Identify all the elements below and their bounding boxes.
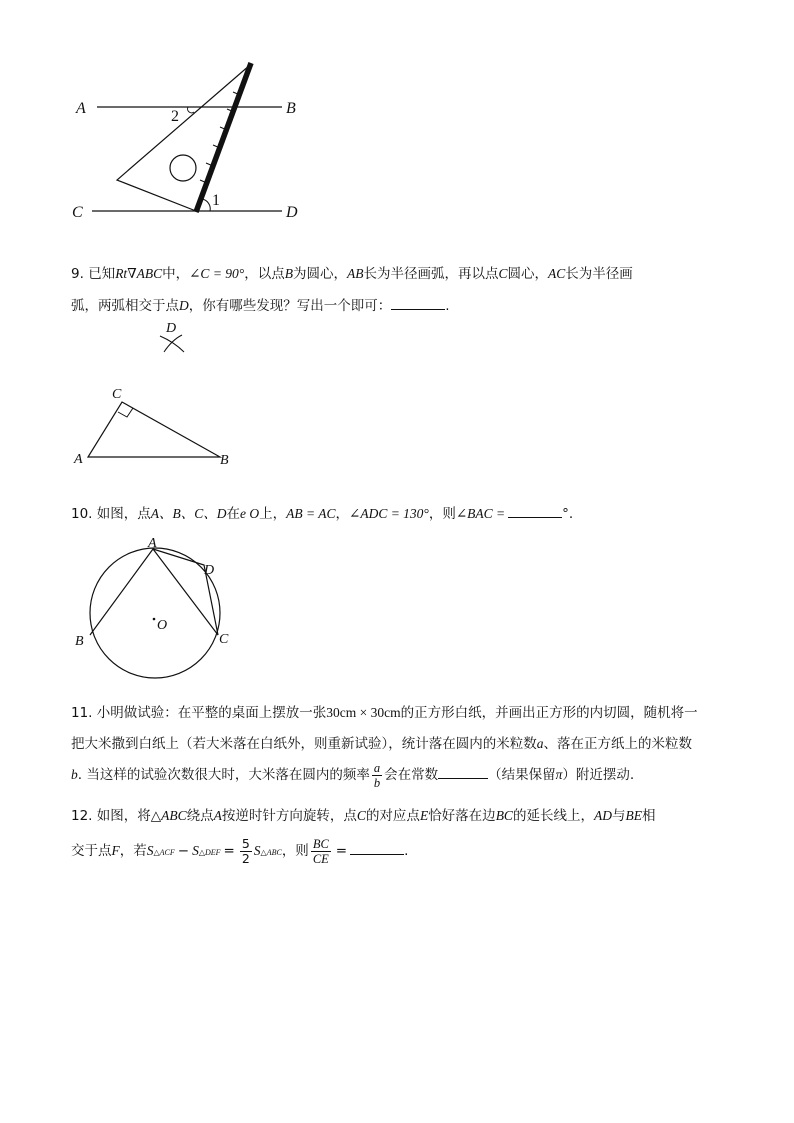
- text: 如图，将: [96, 808, 151, 824]
- text: 恰好落在边: [428, 808, 496, 824]
- text: 长为半径画: [565, 266, 633, 282]
- text: 、落在正方纸上的米粒数: [543, 736, 692, 752]
- math: Rt: [115, 266, 128, 281]
- math: BC: [495, 808, 513, 823]
- text: 绕点: [186, 808, 214, 824]
- angle-2-label: 2: [171, 108, 179, 125]
- subscript: △ACF: [153, 848, 175, 857]
- math: D: [179, 298, 189, 313]
- label-b: B: [220, 453, 229, 468]
- answer-blank[interactable]: [508, 503, 562, 518]
- math: A、B、C、D: [150, 506, 227, 521]
- text: ，若: [119, 843, 147, 859]
- math: △ABC: [150, 808, 187, 823]
- text: 上，: [259, 506, 287, 522]
- answer-blank[interactable]: [438, 764, 488, 779]
- center-point: [153, 618, 156, 621]
- question-11-line-1: [71, 702, 698, 724]
- operator: =: [223, 843, 235, 859]
- text: ，以点: [244, 266, 285, 282]
- triangle-ruler: [117, 65, 250, 211]
- text: ，你有哪些发现？写出一个即可：: [188, 298, 392, 314]
- math: AB: [346, 266, 364, 281]
- text: .: [445, 298, 450, 314]
- text: 与: [611, 808, 626, 824]
- text: .: [404, 843, 409, 859]
- arc-1: [160, 336, 184, 352]
- ruler-edge: [196, 63, 251, 212]
- fraction-bc-over-ce: [311, 837, 331, 866]
- text: ，: [335, 506, 350, 522]
- figure-right-triangle: [66, 318, 246, 470]
- chords: [90, 549, 218, 635]
- question-number: 9.: [71, 266, 84, 282]
- text: . 当这样的试验次数很大时，大米落在圆内的频率: [77, 767, 370, 783]
- numerator: a: [373, 760, 381, 775]
- numerator: 5: [241, 835, 250, 851]
- question-10: [71, 503, 573, 525]
- math: e O: [240, 506, 260, 521]
- math: S: [146, 843, 154, 858]
- question-11-line-3: [71, 760, 634, 790]
- figure-parallel-lines-ruler: [60, 55, 320, 230]
- math: C: [498, 266, 508, 281]
- math: B: [284, 266, 293, 281]
- math: π: [555, 767, 563, 782]
- label-b: B: [286, 100, 296, 117]
- ruler-hole: [170, 155, 196, 181]
- math: A: [213, 808, 222, 823]
- figure-circle-quadrilateral: [72, 535, 242, 685]
- label-d: D: [166, 321, 177, 336]
- angle-2-arc: [188, 107, 194, 113]
- question-11-line-2: [71, 733, 692, 755]
- text: 已知: [88, 266, 116, 282]
- text: 在: [226, 506, 241, 522]
- math: ∇ABC: [127, 266, 163, 281]
- label-a: A: [76, 100, 86, 117]
- text: 圆心，: [507, 266, 548, 282]
- label-d: D: [286, 204, 298, 221]
- math: ∠BAC =: [455, 506, 506, 521]
- text: 小明做试验：在平整的桌面上摆放一张: [96, 705, 327, 721]
- triangle-abc: [88, 402, 220, 457]
- text: 会在常数: [384, 767, 439, 783]
- label-b: B: [75, 634, 84, 649]
- question-9-line-2: [71, 295, 450, 317]
- math: ∠C = 90°: [189, 266, 245, 281]
- label-c: C: [112, 387, 122, 402]
- math: BE: [625, 808, 642, 823]
- math: S: [253, 843, 261, 858]
- text: ）附近摆动.: [562, 767, 635, 783]
- label-o: O: [157, 618, 168, 633]
- math: ∠ADC = 130°: [349, 506, 429, 521]
- text: 的延长线上，: [512, 808, 594, 824]
- label-a: A: [148, 536, 157, 551]
- fraction-a-over-b: [372, 761, 382, 790]
- text: 弧，两弧相交于点: [71, 298, 179, 314]
- answer-blank[interactable]: [350, 840, 404, 855]
- text: 为圆心，: [292, 266, 347, 282]
- text: 按逆时针方向旋转，点: [221, 808, 357, 824]
- text: 的正方形白纸，并画出正方形的内切圆，随机将一: [400, 705, 698, 721]
- circle-o: [90, 548, 220, 678]
- math: AD: [593, 808, 612, 823]
- label-c: C: [72, 204, 83, 221]
- question-12-line-1: [71, 805, 655, 827]
- text: 交于点: [71, 843, 112, 859]
- math: C: [356, 808, 366, 823]
- numerator: BC: [312, 836, 329, 851]
- right-angle-mark: [118, 408, 133, 417]
- text: 的对应点: [365, 808, 420, 824]
- text: 长为半径画弧，再以点: [363, 266, 499, 282]
- subscript: △DEF: [198, 848, 221, 857]
- label-c: C: [219, 632, 229, 647]
- math: 30cm × 30cm: [326, 705, 401, 720]
- math: a: [536, 736, 544, 751]
- label-d: D: [204, 563, 215, 578]
- denominator: CE: [312, 851, 329, 866]
- answer-blank[interactable]: [391, 295, 445, 310]
- text: ，则: [281, 843, 309, 859]
- text: 相: [641, 808, 656, 824]
- angle-1-arc: [202, 199, 210, 211]
- subscript: △ABC: [260, 848, 282, 857]
- math: S: [192, 843, 199, 858]
- text: °.: [562, 506, 574, 522]
- question-number: 10.: [71, 506, 93, 522]
- text: 把大米撒到白纸上（若大米落在白纸外，则重新试验），统计落在圆内的米粒数: [71, 736, 537, 752]
- math: AC: [547, 266, 566, 281]
- operator: −: [177, 843, 190, 859]
- question-12-line-2: [71, 833, 408, 871]
- text: ，则: [428, 506, 456, 522]
- text: 中，: [162, 266, 190, 282]
- math: b: [71, 767, 78, 782]
- question-number: 11.: [71, 705, 93, 721]
- math: E: [419, 808, 429, 823]
- question-9-line-1: [71, 263, 633, 285]
- text: 如图，点: [96, 506, 151, 522]
- angle-1-label: 1: [212, 192, 220, 209]
- denominator: b: [373, 775, 381, 790]
- math: F: [111, 843, 120, 858]
- fraction-5-over-2: [240, 837, 252, 866]
- question-number: 12.: [71, 808, 93, 824]
- math: AB = AC: [286, 506, 336, 521]
- label-a: A: [74, 452, 83, 467]
- denominator: 2: [241, 850, 250, 866]
- text: （结果保留: [488, 767, 556, 783]
- operator: =: [335, 843, 348, 859]
